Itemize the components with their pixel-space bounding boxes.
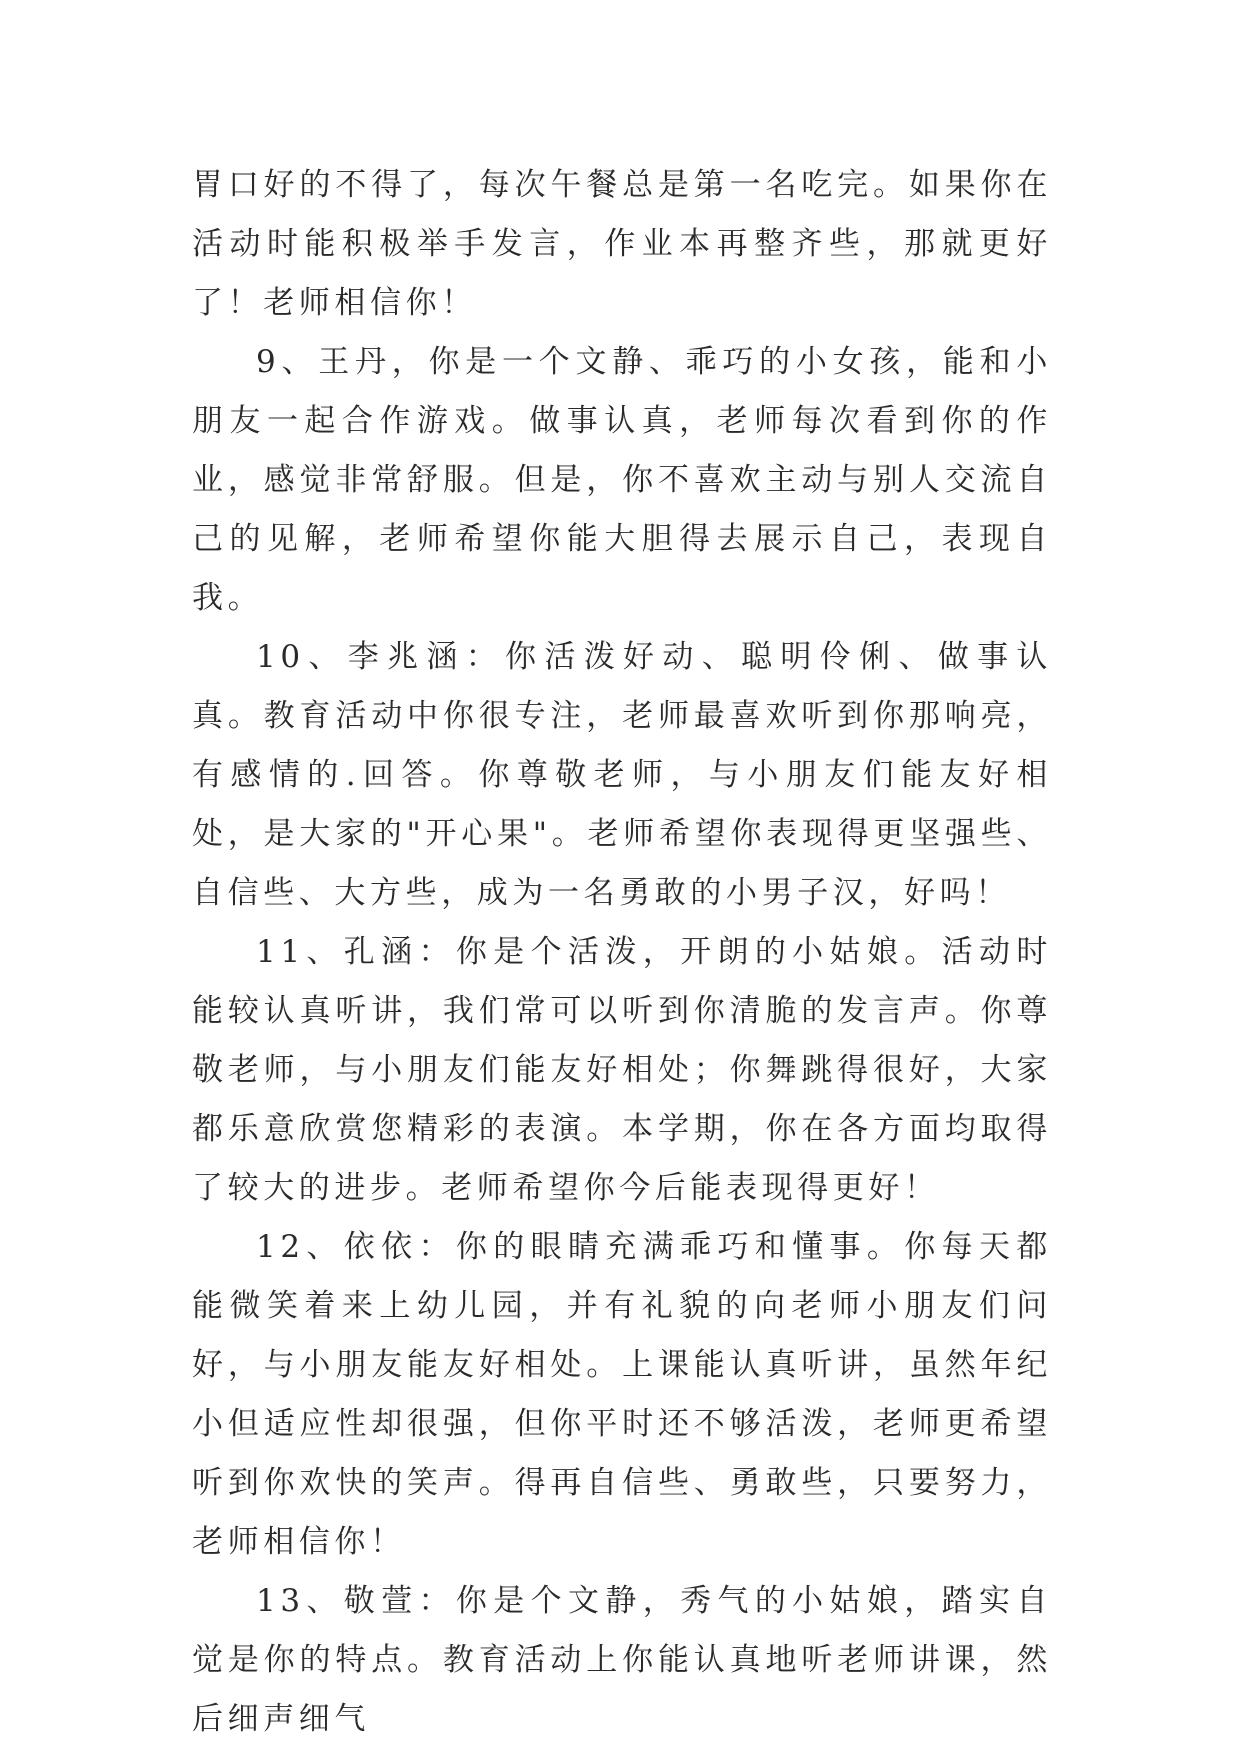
paragraph-10: 10、李兆涵：你活泼好动、聪明伶俐、做事认真。教育活动中你很专注，老师最喜欢听到你那响亮，有感情的.回答。你尊敬老师，与小朋友们能友好相处，是大家的"开心果"。老师希望你表现得更坚强些、自信些、大方些，成为一名勇敢的小男子汉，好吗！ [192, 639, 1052, 911]
paragraph-9: 9、王丹，你是一个文静、乖巧的小女孩，能和小朋友一起合作游戏。做事认真，老师每次看到你的作业，感觉非常舒服。但是，你不喜欢主动与别人交流自己的见解，老师希望你能大胆得去展示自己，表现自我。 [192, 344, 1052, 616]
paragraph-continued: 胃口好的不得了，每次午餐总是第一名吃完。如果你在活动时能积极举手发言，作业本再整齐些，那就更好了！老师相信你！ [192, 167, 1052, 321]
paragraph-13: 13、敬萱：你是个文静，秀气的小姑娘，踏实自觉是你的特点。教育活动上你能认真地听老师讲课，然后细声细气 [192, 1583, 1052, 1737]
paragraph-12: 12、依依：你的眼睛充满乖巧和懂事。你每天都能微笑着来上幼儿园，并有礼貌的向老师小朋友们问好，与小朋友能友好相处。上课能认真听讲，虽然年纪小但适应性却很强，但你平时还不够活泼，老师更希望听到你欢快的笑声。得再自信些、勇敢些，只要努力，老师相信你！ [192, 1229, 1052, 1560]
document-body [192, 156, 1052, 1749]
paragraph-11: 11、孔涵：你是个活泼，开朗的小姑娘。活动时能较认真听讲，我们常可以听到你清脆的发言声。你尊敬老师，与小朋友们能友好相处；你舞跳得很好，大家都乐意欣赏您精彩的表演。本学期，你在各方面均取得了较大的进步。老师希望你今后能表现得更好！ [192, 934, 1052, 1206]
